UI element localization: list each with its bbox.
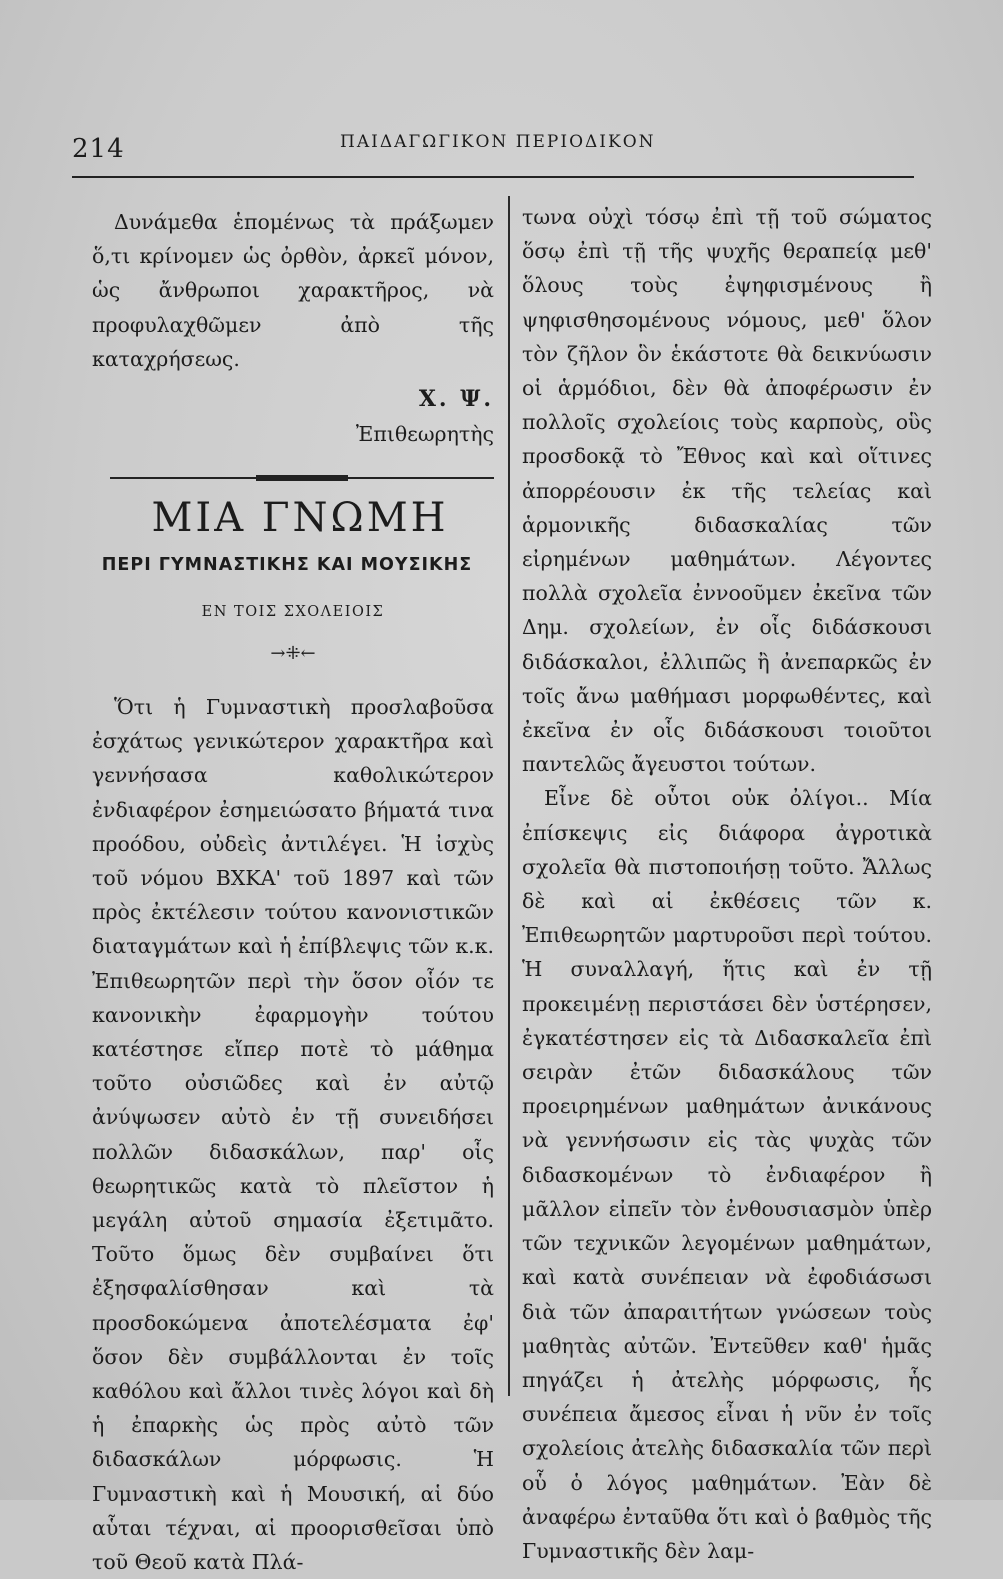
article-body-paragraph: Ὅτι ἡ Γυμναστικὴ προσλαβοῦσα ἐσχάτως γενικώτερον χαρακτῆρα καὶ γεννήσασα καθολικώτερον ἐνδιαφέρον ἐσημειώσατο βήματά τινα προόδου, οὐδεὶς ἀντιλέγει. Ἡ ἰσχὺς τοῦ νόμου ΒΧΚΑ' τοῦ 1897 καὶ τῶν πρὸς ἐκτέλεσιν τούτου κανονιστικῶν διαταγμάτων καὶ ἡ ἐπίβλεψις τῶν κ.κ. Ἐπιθεωρητῶν περὶ τὴν ὅσον οἷόν τε κανονικὴν ἐφαρμογὴν τούτου κατέστησε εἴπερ ποτὲ τὸ μάθημα τοῦτο οὐσιῶδες καὶ ἐν αὐτῷ ἀνύψωσεν αὐτὸ ἐν τῇ συνειδήσει πολλῶν διδασκάλων, παρ' οἷς θεωρητικῶς κατὰ τὸ πλεῖστον ἡ μεγάλη αὐτοῦ σημασία ἐξετιμᾶτο. Τοῦτο ὅμως δὲν συμβαίνει ὅτι ἐξησφαλίσθησαν καὶ τὰ προσδοκώμενα ἀποτελέσματα ἐφ' ὅσον δὲν συμβάλλονται ἐν τοῖς καθόλου καὶ ἄλλοι τινὲς λόγοι καὶ δὴ ἡ ἐπαρκὴς ὡς πρὸς αὐτὸ τῶν διδασκάλων μόρφωσις. Ἡ Γυμναστικὴ καὶ ἡ Μουσική, αἱ δύο αὗται τέχναι, αἱ προορισθεῖσαι ὑπὸ τοῦ Θεοῦ κατὰ Πλά- bbox=[92, 695, 494, 1575]
header-rule bbox=[72, 176, 914, 178]
right-paragraph-1: τωνα οὐχὶ τόσῳ ἐπὶ τῇ τοῦ σώματος ὅσῳ ἐπὶ τῇ τῆς ψυχῆς θεραπείᾳ μεθ' ὅλους τοὺς ἐψηφισμένους ἢ ψηφισθησομένους νόμους, μεθ' ὅλον τὸν ζῆλον ὃν ἑκάστοτε θὰ δεικνύωσιν οἱ ἁρμόδιοι, δὲν θὰ ἀποφέρωσιν ἐν πολλοῖς σχολείοις τοὺς καρποὺς, οὓς προσδοκᾷ τὸ Ἔθνος καὶ καὶ οἵτινες ἀπορρέουσιν ἐκ τῆς τελείας καὶ ἁρμονικῆς διδασκαλίας τῶν εἰρημένων μαθημάτων. Λέγοντες πολλὰ σχολεῖα ἐννοοῦμεν ἐκεῖνα τῶν Δημ. σχολείων, ἐν οἷς διδάσκουσι διδάσκαλοι, ἐλλιπῶς ἢ ἀνεπαρκῶς ἐν τοῖς ἄνω μαθήμασι μορφωθέντες, καὶ ἐκεῖνα ἐν οἷς διδάσκουσι τοιοῦτοι παντελῶς ἄγευστοι τούτων. bbox=[522, 205, 932, 777]
article-subsubtitle: ΕΝ ΤΟΙΣ ΣΧΟΛΕΙΟΙΣ bbox=[201, 604, 385, 621]
title-separator-rule bbox=[110, 472, 494, 484]
signature: Χ. Ψ. bbox=[418, 386, 494, 413]
article-title: ΜΙΑ ΓΝΩΜΗ bbox=[151, 495, 449, 542]
column-divider bbox=[508, 196, 510, 1396]
page-number: 214 bbox=[72, 134, 125, 164]
closing-paragraph: Δυνάμεθα ἑπομένως τὰ πράξωμεν ὅ,τι κρίνομεν ὡς ὀρθὸν, ἀρκεῖ μόνον, ὡς ἄνθρωποι χαρακτῆρος, νὰ προφυλαχθῶμεν ἀπὸ τῆς καταχρήσεως. bbox=[92, 210, 494, 371]
article-subtitle: ΠΕΡΙ ΓΥΜΝΑΣΤΙΚΗΣ ΚΑΙ ΜΟΥΣΙΚΗΣ bbox=[101, 555, 473, 576]
left-column bbox=[92, 205, 494, 1579]
running-title: ΠΑΙΔΑΓΩΓΙΚΟΝ ΠΕΡΙΟΔΙΚΟΝ bbox=[340, 132, 656, 152]
signature-role: Ἐπιθεωρητὴς bbox=[355, 422, 494, 447]
right-paragraph-2: Εἶνε δὲ οὗτοι οὐκ ὀλίγοι.. Μία ἐπίσκεψις εἰς διάφορα ἀγροτικὰ σχολεῖα θὰ πιστοποιήσῃ τοῦτο. Ἄλλως δὲ καὶ αἱ ἐκθέσεις τῶν κ. Ἐπιθεωρητῶν μαρτυροῦσι περὶ τούτου. Ἡ συναλλαγή, ἥτις καὶ ἐν τῇ προκειμένῃ περιστάσει δὲν ὑστέρησεν, ἐγκατέστησεν εἰς τὰ Διδασκαλεῖα ἐπὶ σειρὰν ἐτῶν διδασκάλους τῶν προειρημένων μαθημάτων ἀνικάνους νὰ γεννήσωσιν εἰς τὰς ψυχὰς τῶν διδασκομένων τὸ ἐνδιαφέρον ἢ μᾶλλον εἰπεῖν τὸν ἐνθουσιασμὸν ὑπὲρ τῶν τεχνικῶν λεγομένων μαθημάτων, καὶ κατὰ συνέπειαν νὰ ἐφοδιάσωσι διὰ τῶν ἀπαραιτήτων γνώσεων τοὺς μαθητὰς αὐτῶν. Ἐντεῦθεν καθ' ἡμᾶς πηγάζει ἡ ἀτελὴς μόρφωσις, ἧς συνέπεια ἄμεσος εἶναι ἡ νῦν ἐν τοῖς σχολείοις ἀτελὴς διδασκαλία τῶν περὶ οὗ ὁ λόγος μαθημάτων. Ἐὰν δὲ ἀναφέρω ἐνταῦθα ὅτι καὶ ὁ βαθμὸς τῆς Γυμναστικῆς δὲν λαμ- bbox=[522, 786, 932, 1563]
ornament-icon: →⁜← bbox=[270, 643, 316, 665]
right-column bbox=[522, 200, 932, 1568]
